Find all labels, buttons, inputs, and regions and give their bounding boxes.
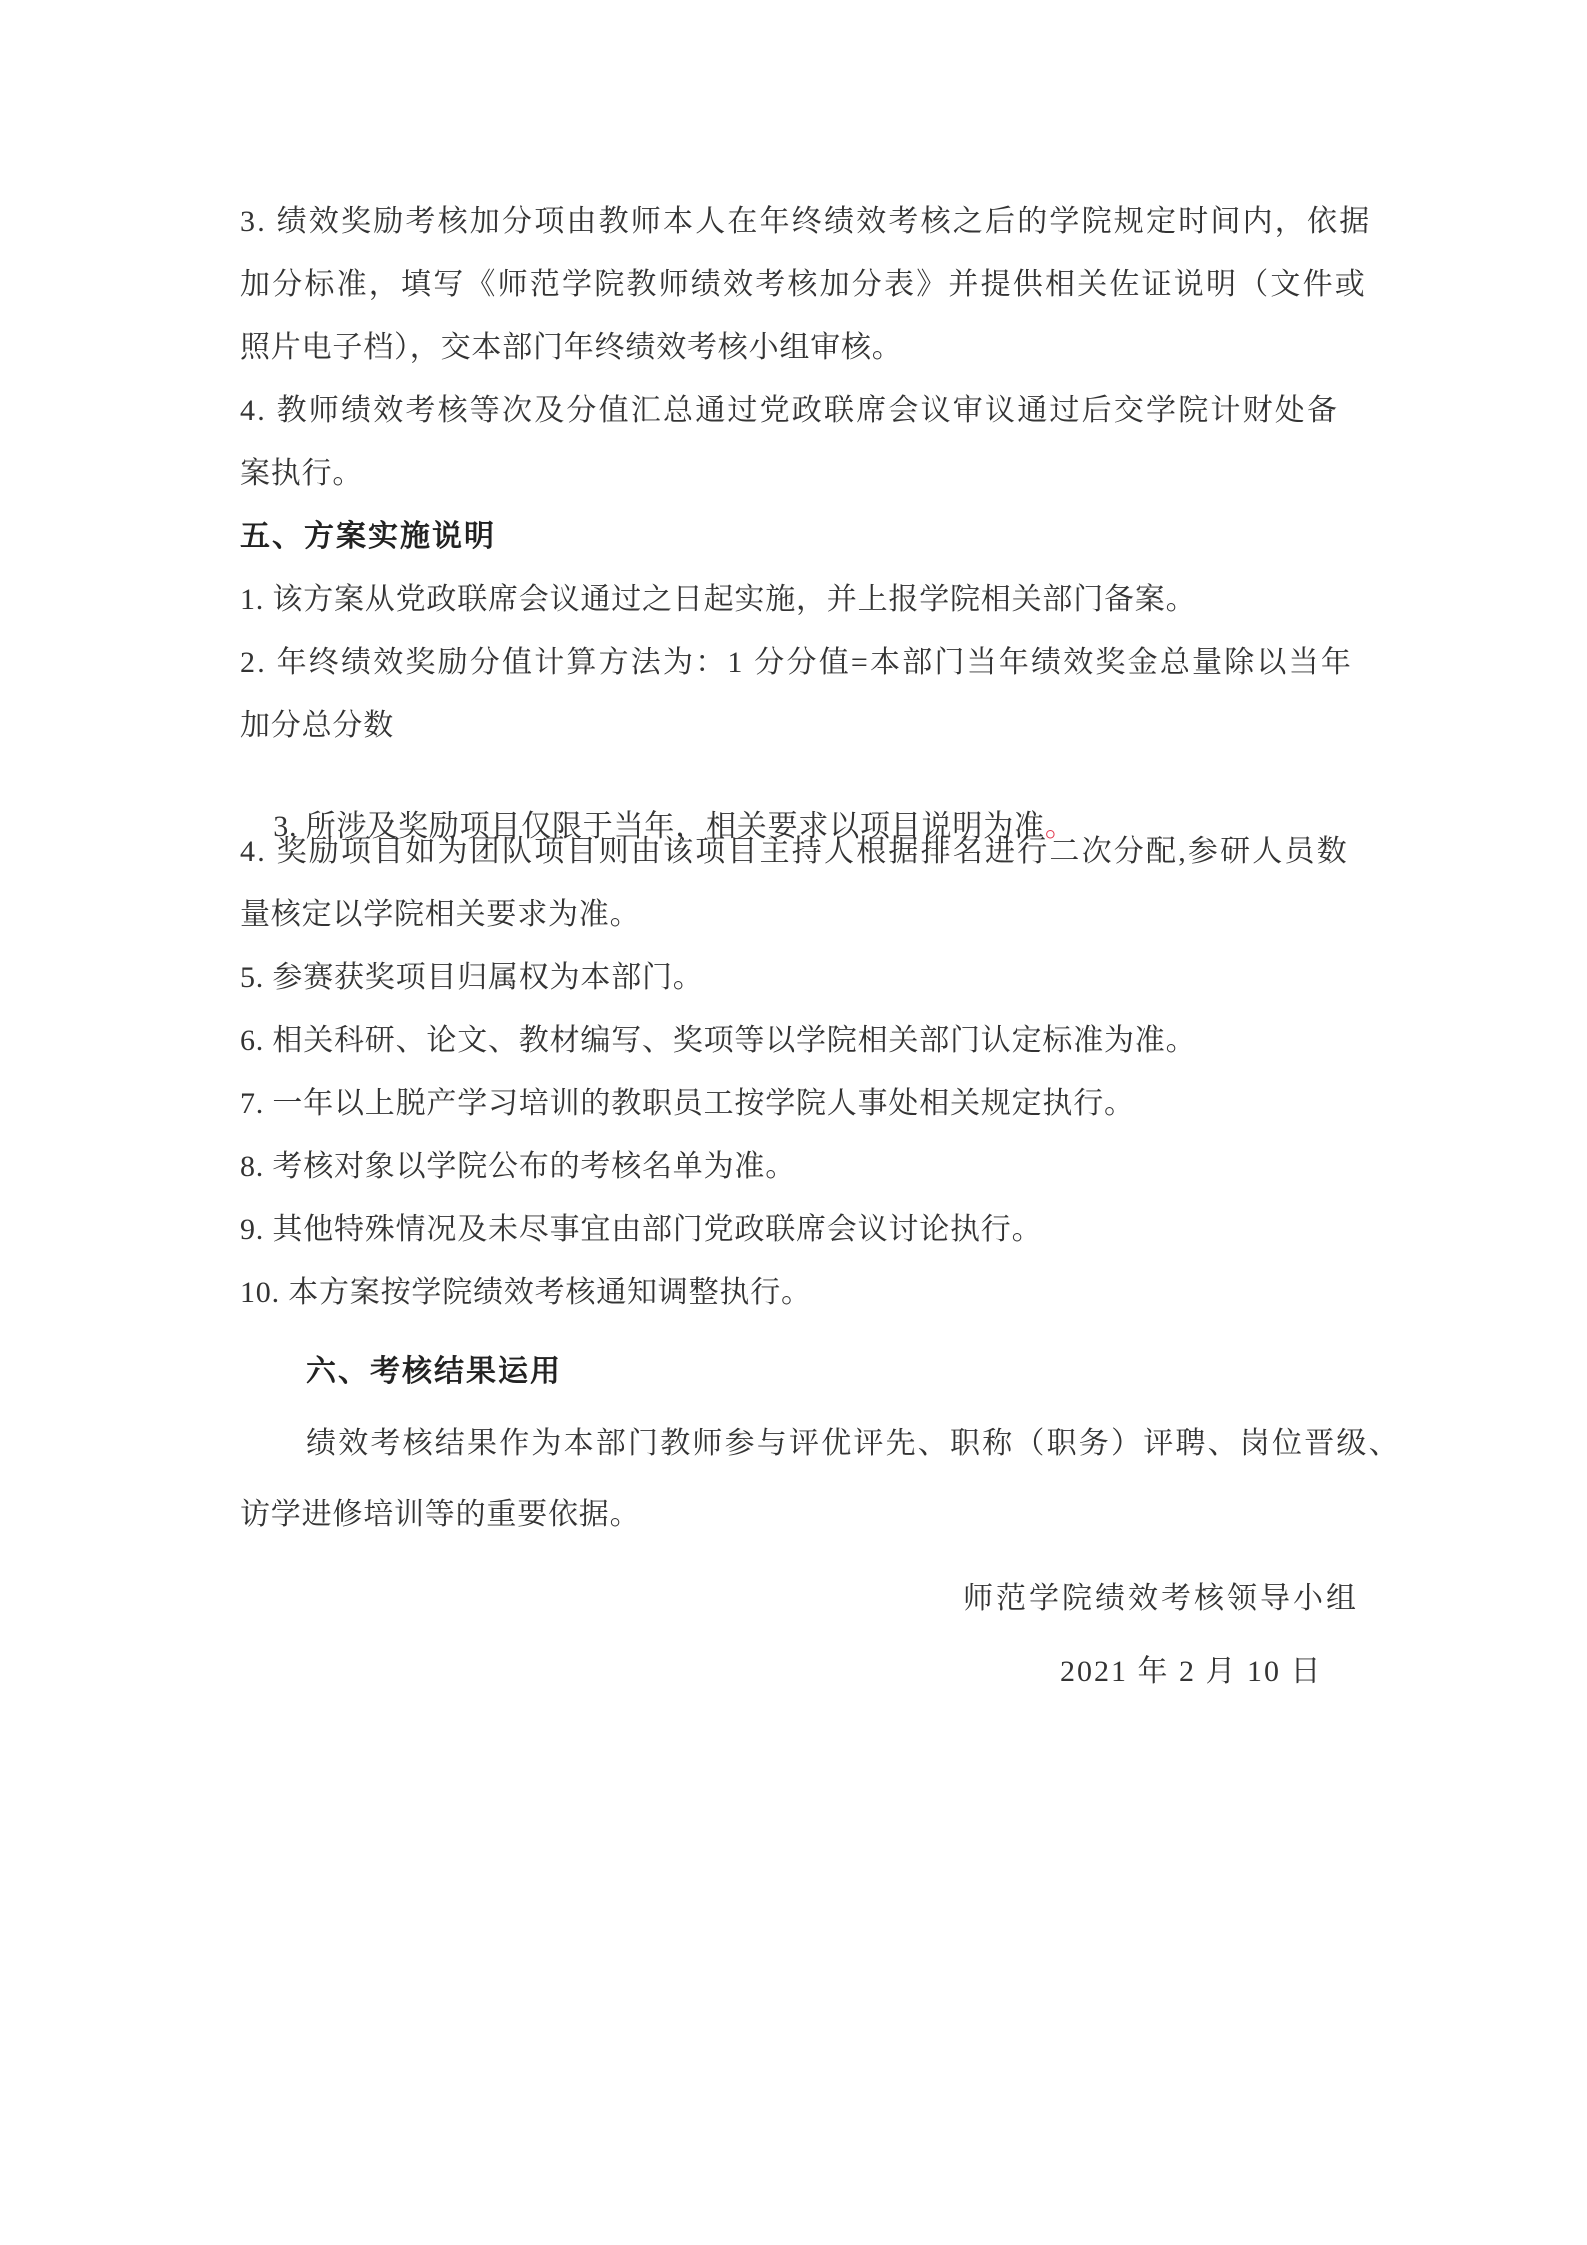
section5-item2-line2: 加分总分数	[240, 709, 394, 742]
item3-line3: 照片电子档），交本部门年终绩效考核小组审核。	[240, 331, 903, 364]
section5-item3-red-period: 。	[1044, 810, 1076, 843]
section5-item4-line2: 量核定以学院相关要求为准。	[240, 898, 641, 931]
item4-line2: 案执行。	[240, 457, 364, 490]
section6-para-line1: 绩效考核结果作为本部门教师参与评优评先、职称（职务）评聘、岗位晋级、	[306, 1427, 1401, 1460]
section5-item1: 1. 该方案从党政联席会议通过之日起实施，并上报学院相关部门备案。	[240, 583, 1197, 616]
item3-line2: 加分标准，填写《师范学院教师绩效考核加分表》并提供相关佐证说明（文件或	[240, 268, 1367, 301]
section5-item7: 7. 一年以上脱产学习培训的教职员工按学院人事处相关规定执行。	[240, 1087, 1135, 1120]
section5-item2-line1: 2. 年终绩效奖励分值计算方法为：1 分分值=本部门当年绩效奖金总量除以当年	[240, 646, 1354, 679]
section5-item5: 5. 参赛获奖项目归属权为本部门。	[240, 961, 704, 994]
item4-line1: 4. 教师绩效考核等次及分值汇总通过党政联席会议审议通过后交学院计财处备	[240, 394, 1340, 427]
section5-heading: 五、方案实施说明	[240, 520, 496, 553]
section5-item10: 10. 本方案按学院绩效考核通知调整执行。	[240, 1276, 812, 1309]
section5-item3-text: 3. 所涉及奖励项目仅限于当年，相关要求以项目说明为准	[273, 810, 1045, 843]
section6-para-line2: 访学进修培训等的重要依据。	[240, 1498, 641, 1531]
section5-item9: 9. 其他特殊情况及未尽事宜由部门党政联席会议讨论执行。	[240, 1213, 1043, 1246]
section6-heading: 六、考核结果运用	[306, 1355, 562, 1388]
section5-item4-line1: 4. 奖励项目如为团队项目则由该项目主持人根据排名进行二次分配,参研人员数	[240, 835, 1349, 868]
section5-item8: 8. 考核对象以学院公布的考核名单为准。	[240, 1150, 796, 1183]
signature-line: 师范学院绩效考核领导小组	[963, 1582, 1359, 1615]
item3-line1: 3. 绩效奖励考核加分项由教师本人在年终绩效考核之后的学院规定时间内，依据	[240, 205, 1372, 238]
date-line: 2021 年 2 月 10 日	[1060, 1655, 1323, 1688]
section5-item6: 6. 相关科研、论文、教材编写、奖项等以学院相关部门认定标准为准。	[240, 1024, 1197, 1057]
